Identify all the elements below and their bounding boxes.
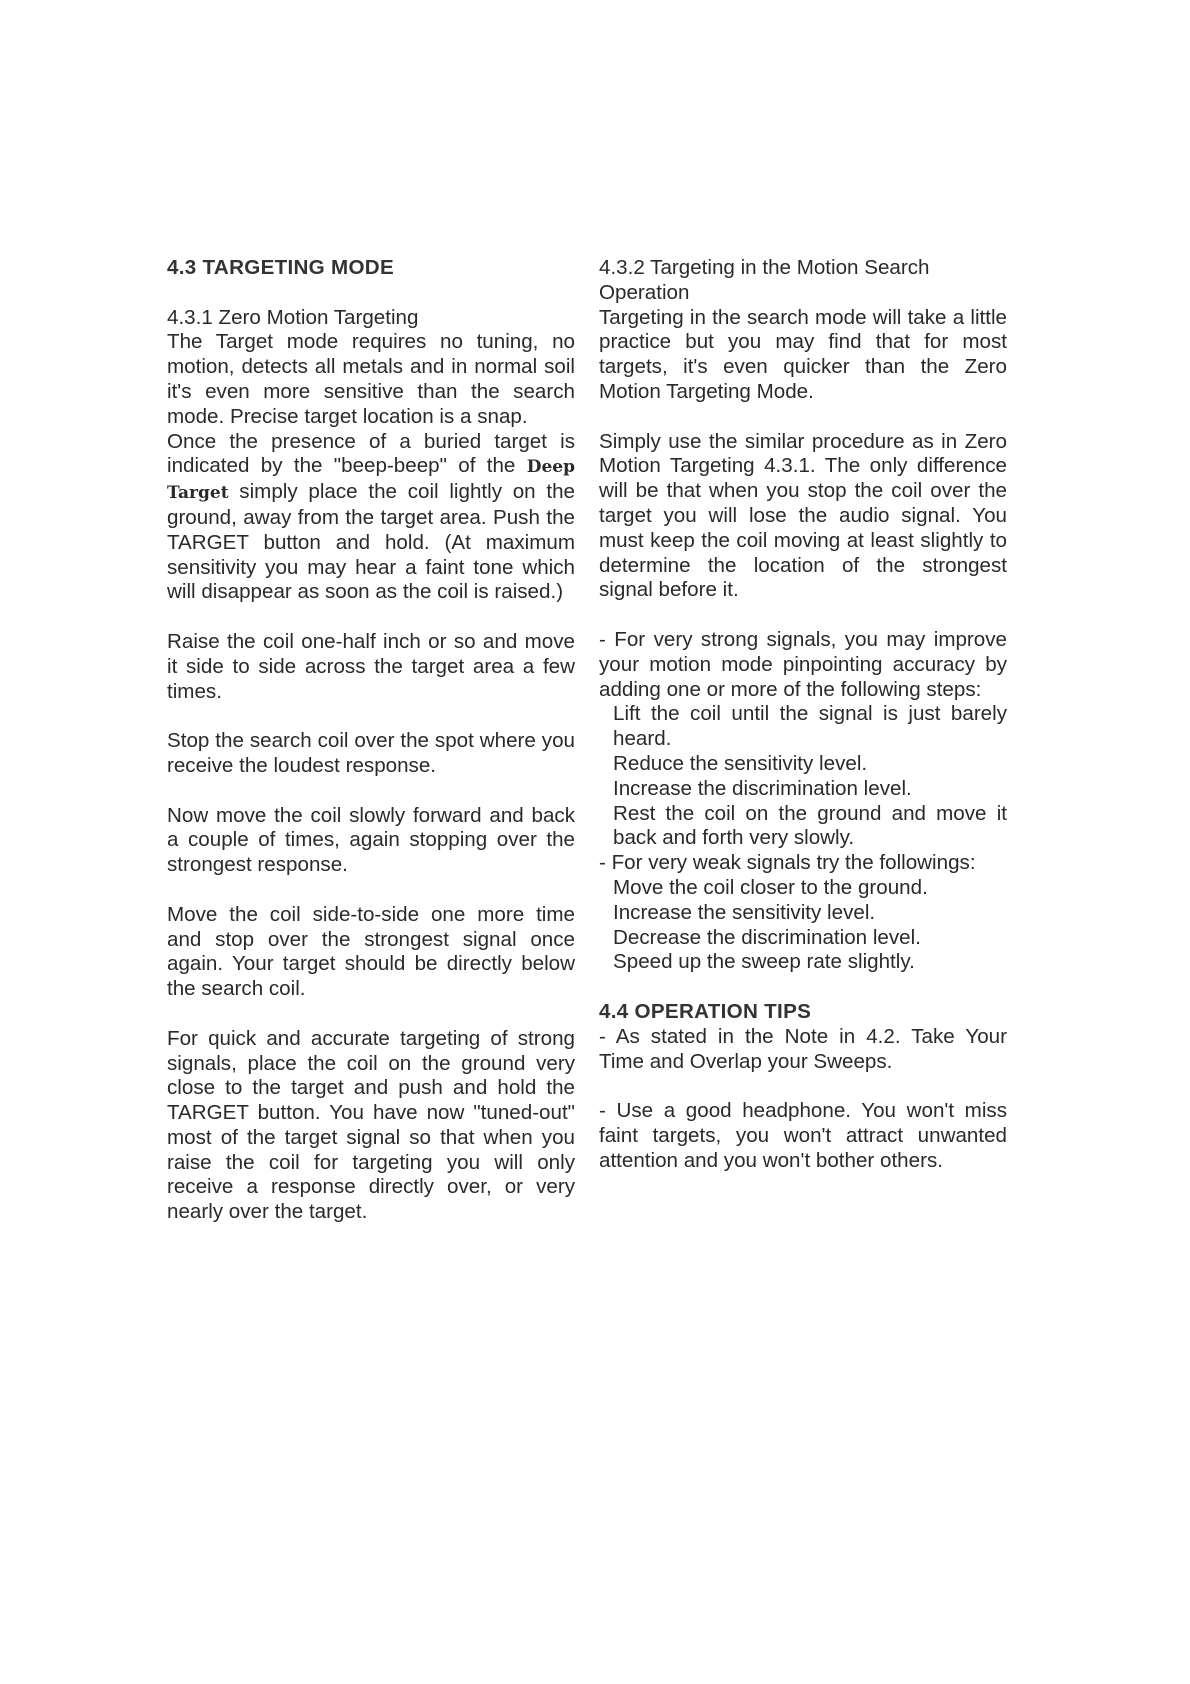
paragraph-target-mode-intro: The Target mode requires no tuning, no motion, detects all metals and in normal soil it's even more sensitive than the search mode. Precise target location is a snap. [167,330,575,428]
deep-target-brand: Deep Target [167,457,575,504]
list-item: Decrease the discrimination level. [613,925,921,949]
list-item: Increase the discrimination level. [613,776,912,800]
list-item: Lift the coil until the signal is just barely heard. [613,702,1007,751]
section-heading-targeting-mode: 4.3 TARGETING MODE [167,256,394,279]
paragraph-side-to-side: Move the coil side-to-side one more time and stop over the strongest signal once again. Your target should be directly below the search coil. [167,902,575,1001]
list-item: Speed up the sweep rate slightly. [613,950,915,974]
paragraph-strong-signals: - For very strong signals, you may improve your motion mode pinpointing accuracy by adding one or more of the following steps: [599,627,1007,701]
section-heading-operation-tips: 4.4 OPERATION TIPS [599,999,812,1023]
paragraph-target-procedure [167,430,575,606]
paragraph-weak-signals: - For very weak signals try the followings: [599,851,976,875]
list-item: Move the coil closer to the ground. [613,875,928,899]
list-item: Reduce the sensitivity level. [613,751,868,775]
list-item: Increase the sensitivity level. [613,900,876,924]
paragraph-stop-coil: Stop the search coil over the spot where you receive the loudest response. [167,729,575,777]
weak-signal-steps [599,876,1007,975]
procedure-text-end: simply place the coil lightly on the ground, away from the target area. Push the TARGET button and hold. (At maximum sensitivity you may hear a faint tone which will disappear as soon as the coil is raised.) [167,480,575,604]
subheading-motion-search: 4.3.2 Targeting in the Motion Search Operation [599,256,930,304]
paragraph-tip-overlap: - As stated in the Note in 4.2. Take Your Time and Overlap your Sweeps. [599,1024,1007,1073]
right-column [599,256,1007,1173]
paragraph-raise-coil: Raise the coil one-half inch or so and move it side to side across the target area a few times. [167,629,575,703]
paragraph-move-forward-back: Now move the coil slowly forward and back a couple of times, again stopping over the strongest response. [167,803,575,877]
paragraph-search-mode-targeting: Targeting in the search mode will take a little practice but you may find that for most targets, it's even quicker than the Zero Motion Targeting Mode. [599,305,1007,403]
procedure-text-start: Once the presence of a buried target is indicated by the "beep-beep" of the [167,429,575,478]
paragraph-tip-headphone: - Use a good headphone. You won't miss faint targets, you won't attract unwanted attention and you won't bother others. [599,1099,1007,1172]
paragraph-quick-targeting: For quick and accurate targeting of strong signals, place the coil on the ground very close to the target and push and hold the TARGET button. You have now "tuned-out" most of the target signal so that when you raise the coil for targeting you will only receive a response directly over, or very nearly over the target. [167,1026,575,1224]
subheading-zero-motion: 4.3.1 Zero Motion Targeting [167,305,419,329]
strong-signal-steps [599,702,1007,851]
list-item: Rest the coil on the ground and move it back and forth very slowly. [613,801,1007,850]
paragraph-similar-procedure: Simply use the similar procedure as in Zero Motion Targeting 4.3.1. The only difference will be that when you stop the coil over the target you will lose the audio signal. You must keep the coil moving at least slightly to determine the location of the strongest signal before it. [599,429,1007,602]
left-column [167,256,575,1225]
